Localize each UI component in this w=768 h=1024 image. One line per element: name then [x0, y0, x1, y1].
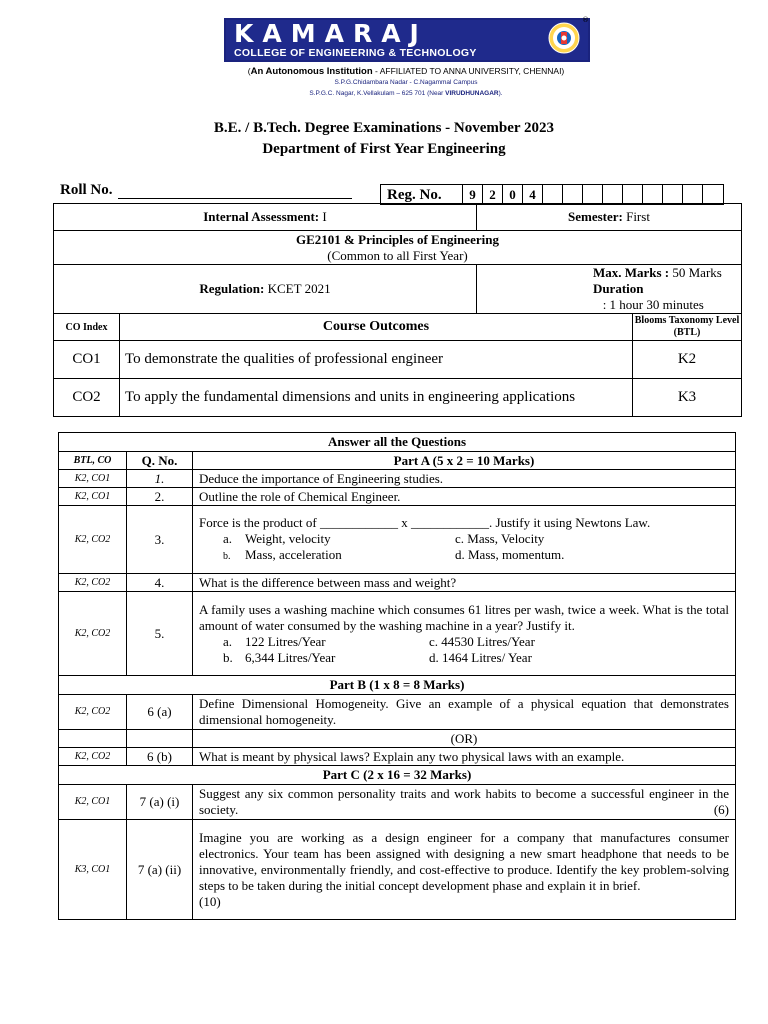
course-info-table: [53, 203, 742, 417]
table-row: K2, CO1 2. Outline the role of Chemical Engineer.: [59, 488, 736, 506]
option-a: a. Weight, velocity: [223, 530, 331, 546]
co2-level: K3: [633, 379, 742, 417]
exam-title: B.E. / B.Tech. Degree Examinations - November 2023: [213, 120, 555, 136]
option-c: c. Mass, Velocity: [455, 530, 545, 546]
options-row: [199, 634, 729, 650]
options-row: [199, 547, 729, 565]
part-b-header: Part B (1 x 8 = 8 Marks): [59, 676, 736, 695]
options-row: [199, 531, 729, 547]
co1-id: CO1: [54, 341, 120, 379]
question-text: Deduce the importance of Engineering studies.: [193, 470, 736, 488]
co2-text: To apply the fundamental dimensions and units in engineering applications: [120, 379, 633, 417]
question-text: Define Dimensional Homogeneity. Give an example of a physical equation that demonstrates dimensional homogeneity.: [193, 695, 736, 730]
question-text: What is meant by physical laws? Explain any two physical laws with an example.: [193, 748, 736, 766]
part-a-header: Part A (5 x 2 = 10 Marks): [193, 452, 736, 470]
answer-all-header: Answer all the Questions: [59, 433, 736, 452]
question-text: A family uses a washing machine which consumes 61 litres per wash, twice a week. What is the total amount of water consumed by the washing machine in a year? Justify it.: [199, 601, 729, 633]
question-text: What is the difference between mass and weight?: [193, 574, 736, 592]
options-row: [199, 650, 729, 666]
question-text: Outline the role of Chemical Engineer.: [193, 488, 736, 506]
college-logo: [224, 18, 590, 62]
question-cell: [193, 592, 736, 676]
table-row: K3, CO1 7 (a) (ii) Imagine you are working as a design engineer for a company that manufactures consumer electronics. Your team has been assigned with designing a new smart headphone that needs to be innovative, environmentally friendly, and cost-effective to produce. Identify the key problem-solving steps to be taken during the initial concept development phase and explain it in brief. (10): [59, 820, 736, 920]
reg-digit-cell[interactable]: 9: [463, 185, 483, 204]
marks-duration-cell: Max. Marks : 50 Marks Duration : 1 hour 30 minutes: [476, 265, 741, 314]
table-row: K2, CO2 5. A family uses a washing machine which consumes 61 litres per wash, twice a week. What is the total amount of water consumed by the washing machine in a year? Justify it. a. 122 Litres/Year c. 44530 Litres/Year b. 6,344 Litres/Year d. 1464 Litres/ Year: [59, 592, 736, 676]
reg-digit-cell[interactable]: [643, 185, 663, 204]
reg-digit-cell[interactable]: [603, 185, 623, 204]
register-number-label: Reg. No.: [381, 185, 463, 204]
table-row: K2, CO2 6 (a) Define Dimensional Homogeneity. Give an example of a physical equation that demonstrates dimensional homogeneity.: [59, 695, 736, 730]
reg-digit-cell[interactable]: [583, 185, 603, 204]
internal-assessment-cell: Internal Assessment: I: [54, 204, 477, 231]
affiliation-line: (An Autonomous Institution - AFFILIATED TO ANNA UNIVERSITY, CHENNAI): [247, 66, 565, 77]
question-cell: [193, 785, 736, 820]
course-cell: [54, 231, 742, 265]
question-marks: (6): [713, 802, 729, 817]
roll-number-label: Roll No.: [60, 182, 113, 198]
option-b: b. 6,344 Litres/Year: [223, 649, 336, 665]
college-emblem-icon: [548, 22, 580, 54]
reg-digit-cell[interactable]: [663, 185, 683, 204]
co2-id: CO2: [54, 379, 120, 417]
question-cell: [193, 820, 736, 920]
course-common: (Common to all First Year): [327, 247, 468, 263]
or-separator: (OR): [193, 730, 736, 748]
reg-digit-cell[interactable]: [563, 185, 583, 204]
reg-digit-cell[interactable]: [623, 185, 643, 204]
college-name: KAMARAJ: [234, 19, 428, 48]
btl-co-header: BTL, CO: [59, 452, 127, 470]
question-cell: [193, 506, 736, 574]
table-row: K2, CO1 1. Deduce the importance of Engineering studies.: [59, 470, 736, 488]
reg-digit-cell[interactable]: [683, 185, 703, 204]
address-line: S.P.G.C. Nagar, K.Vellakulam – 625 701 (Near VIRUDHUNAGAR).: [309, 90, 503, 97]
co1-level: K2: [633, 341, 742, 379]
college-address: [226, 66, 586, 99]
option-d: d. 1464 Litres/ Year: [429, 649, 532, 665]
course-name: GE2101 & Principles of Engineering: [296, 231, 499, 247]
reg-digit-cell[interactable]: [543, 185, 563, 204]
question-text: Force is the product of ____________ x ____________. Justify it using Newtons Law.: [199, 514, 651, 530]
regulation-cell: Regulation: KCET 2021: [54, 265, 477, 314]
logo-banner: [224, 18, 590, 62]
option-b: b. Mass, acceleration: [223, 546, 342, 562]
register-number-box: [380, 184, 724, 205]
table-row: K2, CO2 3. Force is the product of ____________ x ____________. Justify it using Newtons Law. a. Weight, velocity c. Mass, Velocity b. Mass, acceleration d. Mass, momentum.: [59, 506, 736, 574]
table-row: K2, CO2 6 (b) What is meant by physical laws? Explain any two physical laws with an example.: [59, 748, 736, 766]
question-text: Suggest any six common personality traits and work habits to become a successful engineer in the society.: [199, 786, 729, 817]
question-marks: (10): [199, 893, 221, 909]
semester-cell: Semester: First: [476, 204, 741, 231]
college-subtitle: COLLEGE OF ENGINEERING & TECHNOLOGY: [234, 47, 477, 59]
table-row: K2, CO2 4. What is the difference between mass and weight?: [59, 574, 736, 592]
reg-digit-cell[interactable]: [703, 185, 723, 204]
option-a: a. 122 Litres/Year: [223, 633, 326, 649]
question-text: Imagine you are working as a design engineer for a company that manufactures consumer electronics. Your team has been assigned with designing a new smart headphone that needs to be innovative, environmentally friendly, and cost-effective to produce. Identify the key problem-solving steps to be taken during the initial concept development phase and explain it in brief.: [199, 829, 729, 893]
question-number-header: Q. No.: [127, 452, 193, 470]
reg-digit-cell[interactable]: 4: [523, 185, 543, 204]
reg-digit-cell[interactable]: 2: [483, 185, 503, 204]
questions-table: [58, 432, 736, 920]
co-index-header: CO Index: [54, 314, 120, 341]
option-d: d. Mass, momentum.: [455, 546, 565, 562]
course-outcomes-header: Course Outcomes: [120, 314, 633, 341]
registered-mark: ®: [582, 16, 589, 24]
part-c-header: Part C (2 x 16 = 32 Marks): [59, 766, 736, 785]
department-title: Department of First Year Engineering: [262, 141, 506, 157]
co1-text: To demonstrate the qualities of professional engineer: [120, 341, 633, 379]
campus-line: S.P.G.Chidambara Nadar - C.Nagammal Campus: [334, 79, 478, 86]
reg-digit-cell[interactable]: 0: [503, 185, 523, 204]
btl-header: Blooms Taxonomy Level (BTL): [633, 314, 742, 341]
table-row: K2, CO1 7 (a) (i) Suggest any six common personality traits and work habits to become a successful engineer in the society. (6): [59, 785, 736, 820]
roll-number-field[interactable]: [118, 198, 352, 199]
option-c: c. 44530 Litres/Year: [429, 633, 535, 649]
